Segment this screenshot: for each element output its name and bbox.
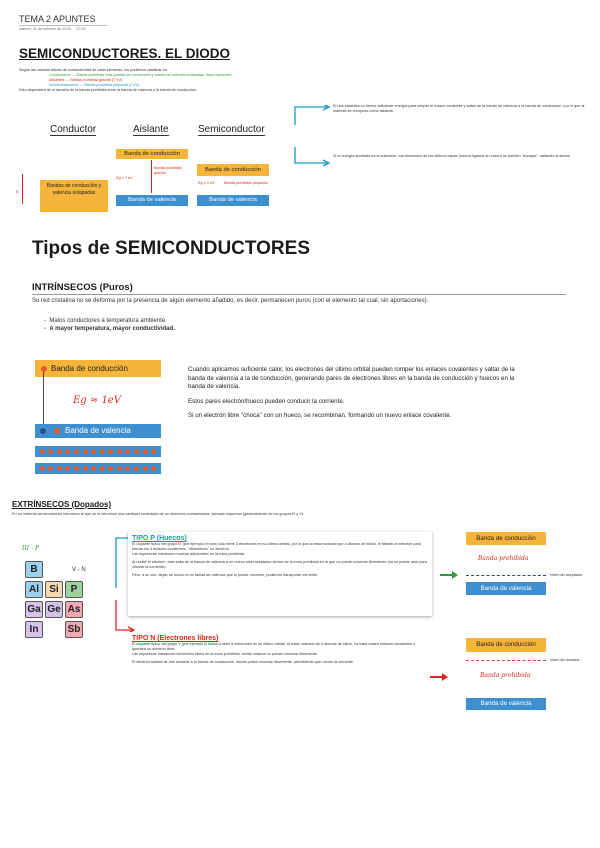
header-conductor: Conductor: [50, 124, 97, 135]
note-semiconductores: Si la energía aportada es la suficiente, los electrones de los últimos capas (menos ligados al núcleo) se pueden "escapar", saltando al átomo.: [333, 154, 572, 158]
element-al: Al: [25, 581, 43, 598]
header-meta: [19, 27, 579, 32]
n-donor-level: [466, 660, 546, 661]
insulator-gap-label: Banda prohibida grande: [154, 166, 182, 175]
p-band-hand: Banda prohibida: [478, 555, 529, 562]
p-conduction-label: Banda de conducción: [476, 535, 536, 542]
intrinsic-underline: [32, 294, 566, 295]
intrinsic-bullet-2-text: A mayor temperatura, mayor conductividad.: [49, 326, 175, 332]
jump-line: [43, 372, 44, 430]
tipo-p-arrowhead: [452, 571, 458, 579]
electron-dot: [41, 366, 47, 372]
bullet-aislantes: Aislantes → Banda prohibida grande (7 eV).: [49, 78, 124, 82]
element-b: B: [25, 561, 43, 578]
tipo-p-l2: Las impurezas introducen huecos adicionales en la zona prohibida.: [132, 552, 246, 556]
insulator-conduction-label: Banda de conducción: [124, 151, 180, 157]
element-as: As: [65, 601, 83, 618]
group-label-iii: III - P: [22, 545, 39, 552]
element-in: In: [25, 621, 43, 638]
lattice-row-2: [35, 463, 161, 474]
lattice-row-1: [35, 446, 161, 457]
tipo-n-title: TIPO N (Electrones libres): [132, 635, 219, 642]
conductor-bands-label: Bandas de conducción y valencia solapadas: [46, 183, 102, 196]
insulator-valence-band: [116, 195, 188, 206]
tipo-n-arrowhead: [442, 673, 448, 681]
p-side-label: Nivel del aceptador: [550, 573, 583, 577]
intrinsic-p2: Estos pares electrón/hueco pueden conducir la corriente.: [188, 397, 345, 405]
n-band-hand: Banda prohibida: [480, 672, 531, 679]
semi-eg-label: Eg ≈ 1 eV: [198, 181, 215, 185]
insulator-conduction-band: [116, 149, 188, 159]
intrinsic-desc: Su red cristalina no se deforma por la presencia de algún elemento añadido, es decir, permanecen puros (con el elemento tal cual, sin aportaciones).: [32, 298, 429, 304]
bullet-conductores: Conductores → Banda prohibida nula (banda de conducción y banda de valencia solapadas, fluye corriente).: [49, 73, 233, 77]
insulator-eg-label: Eg ≈ 7 eV: [116, 176, 133, 180]
note-arrows: [285, 105, 335, 175]
tipo-n-l3: El electrón saltará de ese donante a la banda de conducción, donde podrá moverse libremente, permitiendo que circule la corriente.: [132, 660, 355, 664]
semi-gap-label: Banda prohibida pequeña: [224, 181, 268, 185]
intrinsic-bullets: [44, 318, 175, 332]
semi-valence-band: [197, 195, 269, 206]
section2-title: Tipos de SEMICONDUCTORES: [32, 238, 310, 259]
tipo-p-l3: Al recibir el electrón, este salta de la banda de valencia a un nuevo nivel aceptador dentro de la zona prohibida en la que no puede moverse libremente (no se puede usar para circular la corriente).: [132, 560, 427, 569]
element-ge: Ge: [45, 601, 63, 618]
element-ga: Ga: [25, 601, 43, 618]
group-label-v: V - N: [72, 567, 86, 573]
element-si: Si: [45, 581, 63, 598]
tipo-n-l2: Las impurezas introducen electrones libres en la zona prohibida, donde todavía no puede moverse libremente.: [132, 652, 318, 656]
tipo-n-l1: El dopante típico del grupo V (por ejemplo el fósforo) tiene 5 electrones en su último orbital. Al estar rodeado de 4 átomos de silicio, formará cuatro enlaces covalentes y quedará un electrón libre.: [132, 642, 416, 651]
intrinsic-explanation: [188, 366, 528, 421]
semi-conduction-label: Banda de conducción: [205, 167, 261, 173]
intrinsic-bullet-1-text: Malos conductores a temperatura ambiente.: [49, 318, 167, 324]
intrinsic-p1: Cuando aplicamos suficiente calor, los electrones del último orbital pueden romper los enlaces covalentes y saltar de la banda de valencia a la de conducción, generando pares de electrones libres en la banda de conducción y huecos en la banda de valencia.: [188, 366, 515, 390]
p-acceptor-level: [466, 575, 546, 576]
header-time: 17:09: [76, 27, 86, 31]
tipo-p-title: TIPO P (Huecos): [132, 535, 187, 542]
band-diagram: [16, 118, 295, 218]
intrinsic-bullet-1: - Malos conductores a temperatura ambiente.: [44, 318, 167, 324]
element-p: P: [65, 581, 83, 598]
element-sb: Sb: [65, 621, 83, 638]
intrinsic-diagram: [35, 360, 165, 480]
n-valence-label: Banda de valencia: [480, 700, 532, 707]
page-header: [19, 14, 579, 32]
section1-text: [19, 68, 319, 93]
insulator-valence-label: Banda de valencia: [128, 197, 176, 203]
header-date: martes, 01 de octubre de 2024: [19, 27, 71, 31]
extrinsic-title: EXTRÍNSECOS (Dopados): [12, 500, 112, 509]
section1-depend: Esto dependerá de el tamaño de la banda prohibida entre la banda de valencia y la banda de conducción.: [19, 88, 198, 92]
header-underline: [19, 25, 107, 26]
header-aislante: Aislante: [133, 124, 169, 135]
intrinsic-valence-label: Banda de valencia: [65, 426, 131, 435]
bullet-semiconductores: Semiconductores → Banda prohibida pequeña (1 eV).: [49, 83, 141, 87]
extrinsic-desc: En un material semiconductor intrínseco al que se le introduce una cantidad controlada de un elemento contaminante, llamado impureza (generalmente de los grupos III y V).: [12, 512, 305, 516]
periodic-block: [18, 545, 98, 645]
intrinsic-p3: Si un electrón libre "choca" con un hueco, se recombinan, formando un nuevo enlace covalente.: [188, 412, 452, 419]
intrinsic-bullet-2: - A mayor temperatura, mayor conductividad.: [44, 326, 175, 332]
n-conduction-band: [466, 638, 546, 652]
tipo-p-card: [128, 532, 432, 616]
page-header-title: TEMA 2 APUNTES: [19, 14, 96, 24]
note-aislantes: En los aislantes no tienen suficiente energía para romper el enlace covalente y saltar de la banda de valencia a la banda de conducción, por lo que al material se comporta como aislante.: [333, 104, 585, 113]
semi-valence-label: Banda de valencia: [209, 197, 257, 203]
intrinsic-gap-label: Eg ≈ 1eV: [73, 395, 121, 406]
intrinsic-title: INTRÍNSECOS (Puros): [32, 282, 133, 293]
valence-dot: [54, 428, 60, 434]
semi-conduction-band: [197, 164, 269, 176]
p-valence-band: [466, 582, 546, 595]
intrinsic-conduction-band: [35, 360, 161, 377]
n-valence-band: [466, 698, 546, 710]
p-conduction-band: [466, 532, 546, 545]
energy-axis: [22, 174, 23, 204]
energy-label: E: [16, 190, 19, 194]
section1-intro: Según las características de conductividad de cada elemento, los podemos clasificar en:: [19, 68, 169, 72]
tipo-p-l4: Pero, a su vez, dejan un hueco en la banda de valencia que sí puede moverse, pudiendo transportar corriente.: [132, 573, 319, 577]
tipo-n-card: [128, 632, 432, 702]
n-conduction-label: Banda de conducción: [476, 641, 536, 648]
section1-bullets: [19, 73, 319, 88]
n-side-label: Nivel del donador: [550, 658, 580, 662]
header-semiconductor: Semiconductor: [198, 124, 265, 135]
hole-dot: [40, 428, 46, 434]
insulator-gap-arrow: [151, 160, 152, 193]
section1-title: SEMICONDUCTORES. EL DIODO: [19, 46, 231, 61]
tipo-p-l1: El dopante típico del grupo III (por ejemplo el boro) solo tiene 3 electrones en su último orbital, por lo que al estar rodeado por 4 átomos de silicio, le faltará un electrón para formar los 4 enlaces covalentes, "obteniendo" un electrón.: [132, 542, 421, 551]
p-valence-label: Banda de valencia: [480, 585, 532, 592]
intrinsic-conduction-label: Banda de conducción: [51, 364, 128, 373]
conductor-bands-box: [40, 180, 108, 212]
